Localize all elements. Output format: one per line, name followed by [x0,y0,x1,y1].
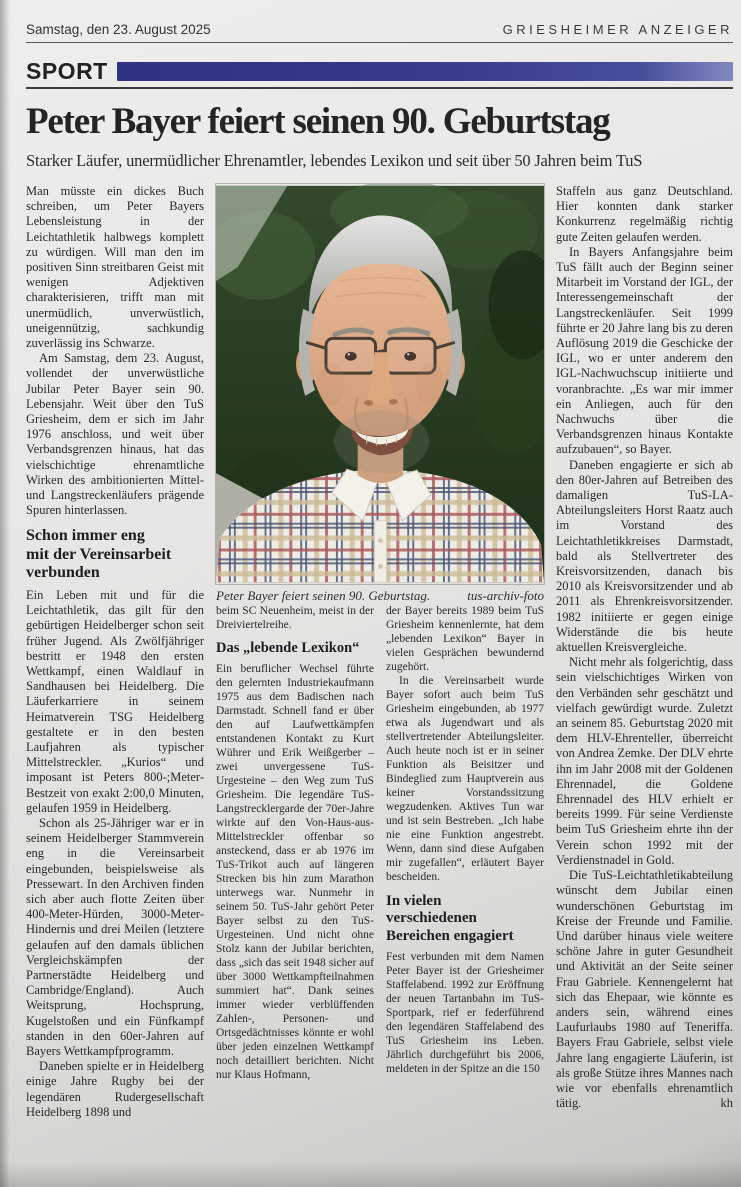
author-initials: kh [720,1096,733,1111]
body-paragraph: Man müsste ein dickes Buch schreiben, um Peter Bayers Lebensleistung in der Leichtathletik halbwegs komplett zu würdigen. Will man den im positiven Sinn streitbaren Geist mit wenigen Adjektiven charakterisieren, trifft man mit unermüdlich, unverwüstlich, uneigennützig, sachkundig zuverlässig ins Schwarze. [26,183,204,350]
page-header [26,22,733,171]
body-paragraph: In Bayers Anfangsjahre beim TuS fällt auch der Beginn seiner Mitarbeit im Vorstand der IGL, der Interessengemeinschaft der Langstreckenläufer. Seit 1999 führte er 20 Jahre lang bis zu deren Auflösung 2019 die Geschicke der IGL, wo er unter anderem den IGL-Nachwuchscup initiierte und voranbrachte. „Es war mir immer ein Anliegen, auch für den Nachwuchs über die Verbandsgrenzen hinaus Kontakte aufzubauen“, so Bayer. [556,244,733,457]
date-line: Samstag, den 23. August 2025 [26,22,211,37]
crosshead-vereinsarbeit: Schon immer eng mit der Vereinsarbeit verbunden [26,527,172,582]
body-paragraph: Staffeln aus ganz Deutschland. Hier konnten dank starker Konkurrenz regelmäßig richtig gute Zeiten gelaufen werden. [556,183,733,244]
body-paragraph: Ein Leben mit und für die Leichtathletik, das gilt für den gebürtigen Heidelberger schon seit früher Jugend. Als Zwölfjähriger bestritt er 1948 den ersten Wettkampf, einen Waldlauf in Sandhausen bei Heidelberg. Die Läuferkarriere in seinem Heimatverein TSG Heidelberg gestaltete er in den besten Laufjahren als typischer Mittelstreckler. „Kurios“ und imposant ist Peters 800-;Meter-Bestzeit von exakt 2:00,0 Minuten, gelaufen 1959 in Heidelberg. [26,587,204,815]
body-paragraph: Fest verbunden mit dem Namen Peter Bayer ist der Griesheimer Staffelabend. 1992 zur Eröffnung der neuen Tartanbahn im TuS-Sportpark, rief er federführend den legendären Staffelabend des TuS Griesheim ins Leben. Jährlich durchgeführt bis 2006, meldeten in der Spitze an die 150 [386,951,544,1076]
masthead: GRIESHEIMER ANZEIGER [502,22,733,37]
portrait-photo-block [216,184,544,604]
portrait-photo [216,184,544,584]
crosshead-lebendes-lexikon: Das „lebende Lexikon“ [216,639,360,656]
article-column-4 [556,184,733,1169]
body-paragraph: Daneben engagierte er sich ab den 80er-Jahren auf Betreiben des damaligen TuS-LA-Abteilungsleiters Horst Raatz auch im Vorstand des Leichtathletikkreises Darmstadt, bald als Stellvertreter des Kreisvorsitzenden, danach bis 2010 als Kreisvorsitzender und ab 2011 als Ehrenkreisvorsitzender. 1982 initiierte er gegen einige Widerstände die bis heute aktuellen Kreisvergleiche. [556,457,733,655]
headline: Peter Bayer feiert seinen 90. Geburtstag [26,101,610,142]
header-rule [26,42,733,43]
section-bar [117,62,733,81]
photo-credit: tus-archiv-foto [467,587,544,603]
body-paragraph: Daneben spielte er in Heidelberg einige Jahre Rugby bei der legendären Rudergesellschaft Heidelberg 1898 und [26,1059,204,1119]
body-paragraph: Am Samstag, dem 23. August, vollendet der unverwüstliche Jubilar Peter Bayer sein 90. Lebensjahr. Weit über den TuS Griesheim, dem er sich im Jahr 1976 anschloss, und weit über Verbandsgrenzen hinaus, hat das vielschichtige ehrenamtliche Wirken des ambitionierten Mittel- und Langstreckenläufers prägende Spuren hinterlassen. [26,351,204,518]
body-paragraph: beim SC Neuenheim, meist in der Dreiviertelreihe. [216,604,374,631]
article-body [26,184,733,1169]
body-paragraph: Ein beruflicher Wechsel führte den gelernten Industriekaufmann 1975 aus dem Badischen nach Darmstadt. Schnell fand er über den auf Laufwettkämpfen entstandenen Kontakt zu Kurt Wührer und Erik Weißgerber – zwei unvergessene TuS-Urgesteine – den Weg zum TuS Griesheim. Die legendäre TuS-Langstrecklergarde der 70er-Jahre wirkte auf den Von-Haus-aus-Mittelstreckler offenbar so ansteckend, dass er ab 1976 im TuS-Trikot auch auf längeren Strecken bis hin zum Marathon unterwegs war. Nunmehr in seinem 50. TuS-Jahr gehört Peter Bayer selbst zu den TuS-Urgesteinen. Und nicht ohne Stolz kann der Jubilar berichten, dass „sich das seit 1948 sicher auf über 3000 Wettkampfteilnahmen summiert hat“. Dank seines immer wieder verblüffenden Zahlen-, Personen- und Ortsgedächtnisses könnte er wohl über jeden einzelnen Wettkampf noch detailliert berichten. Nicht nur Klaus Hofmann, [216,662,374,1081]
deck: Starker Läufer, unermüdlicher Ehrenamtler, lebendes Lexikon und seit über 50 Jahren beim TuS [26,150,643,170]
section-rule [26,87,733,89]
body-paragraph: In die Vereinsarbeit wurde Bayer sofort auch beim TuS Griesheim eingebunden, ab 1977 etwa als Jugendwart und als stellvertretender Abteilungsleiter. Auch heute noch ist er in seiner Funktion als Beisitzer und Bindeglied zum Hauptverein aus keiner Vorstandssitzung wegzudenken. Aktives Tun war und ist sein Bestreben. „Ich habe nie eine Funktion angestrebt. Wenn, dann sind diese Aufgaben mir zugefallen“, erläutert Bayer bescheiden. [386,674,544,883]
body-paragraph: Die TuS-Leichtathletikabteilung wünscht dem Jubilar einen wunderschönen Geburtstag im Kreise der Freunde und Familie. Und darüber hinaus viele weitere schöne Jahre in guter Gesundheit und Aktivität an der Seite seiner Frau Gabriele. Kennengelernt hat sich das Ehepaar, wie könnte es anders sein, während eines Laufurlaubs 1980 auf Teneriffa. Bayers Frau Gabriele, selbst viele Jahre lang engagierte Läuferin, ist als große Stütze ihres Mannes nach wie vor ebenfalls ehrenamtlich tätig. kh [556,868,733,1111]
body-paragraph: Schon als 25-Jähriger war er in seinem Heidelberger Stammverein eng in die Vereinsarbeit eingebunden, beispielsweise als Pressewart. In den Archiven finden sich aber auch flotte Zeiten über 400-Meter-Hürden, 3000-Meter-Hindernis und drei Meilen (letztere gelaufen auf den damals üblichen Vergleichskämpfen der Partnerstädte Heidelberg und Cambridge/England). Auch Weitsprung, Hochsprung, Kugelstoßen und ein Fünfkampf standen in den 60er-Jahren auf Bayers Wettkampfprogramm. [26,815,204,1059]
article-column-2 [216,604,374,1169]
body-paragraph: Nicht mehr als folgerichtig, dass sein vielschichtiges Wirken von den Verbänden sehr geschätzt und vielfach gewürdigt wurde. Zuletzt an seinem 85. Geburtstag 2020 mit dem HLV-Ehrenteller, überreicht von Andrea Zemke. Der DLV ehrte ihn im Jahr 2008 mit der Goldenen Ehrennadel, die Goldene Ehrennadel des HLV erhielt er bereits 1999. Für seine Verdienste beim TuS Griesheim ehrte ihn der Verein schon 1992 mit der Verdienstnadel in Gold. [556,655,733,867]
photo-caption: Peter Bayer feiert seinen 90. Geburtstag. [216,587,431,603]
section-label: SPORT [26,57,108,84]
body-paragraph: der Bayer bereits 1989 beim TuS Griesheim kennenlernte, hat dem „lebenden Lexikon“ Bayer in vielen Gesprächen bewundernd zugehört. [386,604,544,673]
crosshead-bereiche-engagiert: In vielen verschiedenen Bereichen engagiert [386,892,514,944]
article-column-1 [26,184,204,1169]
article-column-3 [386,604,544,1169]
